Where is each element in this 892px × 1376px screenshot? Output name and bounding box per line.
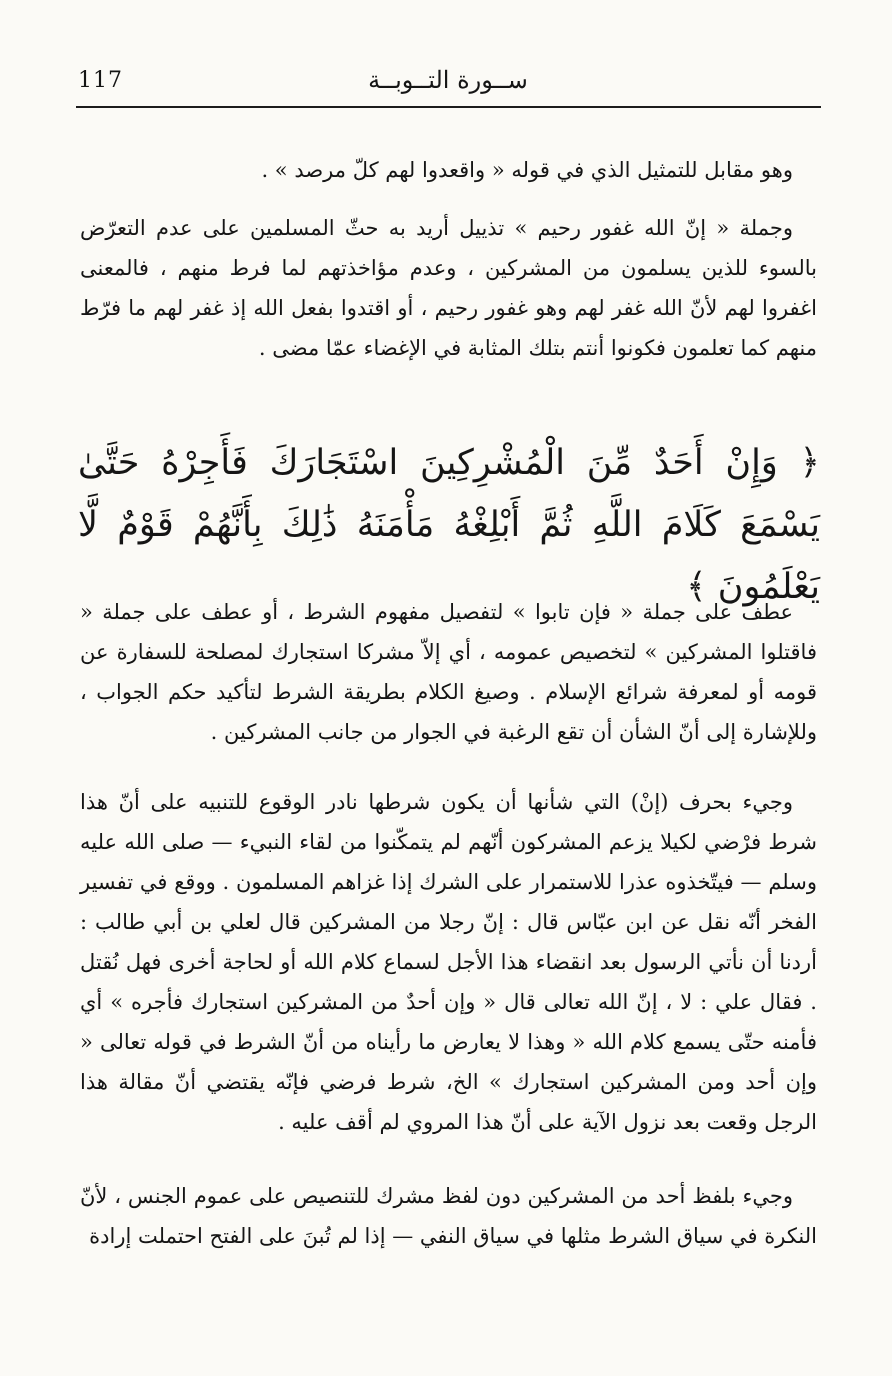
running-title: ســورة التــوبــة [368, 66, 528, 94]
paragraph-1 [80, 150, 817, 190]
paragraph-5 [80, 1176, 817, 1256]
paragraph-2 [80, 208, 817, 368]
page-header [74, 62, 822, 102]
paragraph-text: وجيء بحرف (إنْ) التي شأنها أن يكون شرطها نادر الوقوع للتنبيه على أنّ هذا شرط فرْضي لكيلا يزعم المشركون أنّهم لم يتمكّنوا من لقاء النبيء — صلى الله عليه وسلم — فيتّخذوه عذرا للاستمرار على الشرك إذا غزاهم المسلمون . ووقع في تفسير الفخر أنّه نقل عن ابن عبّاس قال : إنّ رجلا من المشركين قال لعلي بن أبي طالب : أردنا أن نأتي الرسول بعد انقضاء هذا الأجل لسماع كلام الله أو لحاجة أخرى فهل نُقتل . فقال علي : لا ، إنّ الله تعالى قال « وإن أحدٌ من المشركين استجارك فأجره » أي فأمنه حتّى يسمع كلام الله « وهذا لا يعارض ما رأيناه من أنّ الشرط في قوله تعالى « وإن أحد ومن المشركين استجارك » الخ، شرط فرضي فإنّه يقتضي أنّ مقالة هذا الرجل وقعت بعد نزول الآية على أنّ هذا المروي لم أقف عليه . [80, 790, 817, 1134]
paragraph-text: وهو مقابل للتمثيل الذي في قوله « واقعدوا لهم كلّ مرصد » . [261, 158, 793, 182]
paragraph-text: عطف على جملة « فإن تابوا » لتفصيل مفهوم الشرط ، أو عطف على جملة « فاقتلوا المشركين » لتخصيص عمومه ، أي إلاّ مشركا استجارك لمصلحة للسفارة عن قومه أو لمعرفة شرائع الإسلام . وصيغ الكلام بطريقة الشرط لتأكيد حكم الجواب ، وللإشارة إلى أنّ الشأن أن تقع الرغبة في الجوار من جانب المشركين . [80, 600, 817, 744]
paragraph-4 [80, 782, 817, 1142]
paragraph-3 [80, 592, 817, 752]
page-number: 117 [78, 68, 123, 93]
paragraph-text: وجيء بلفظ أحد من المشركين دون لفظ مشرك للتنصيص على عموم الجنس ، لأنّ النكرة في سياق الشرط مثلها في سياق النفي — إذا لم تُبنَ على الفتح احتملت إرادة [80, 1184, 817, 1248]
paragraph-text: وجملة « إنّ الله غفور رحيم » تذييل أريد به حثّ المسلمين على عدم التعرّض بالسوء للذين يسلمون من المشركين ، وعدم مؤاخذتهم لما فرط منهم ، فالمعنى اغفروا لهم لأنّ الله غفر لهم وهو غفور رحيم ، أو اقتدوا بفعل الله إذ غفر لهم ما فرّط منهم كما تعلمون فكونوا أنتم بتلك المثابة في الإغضاء عمّا مضى . [80, 216, 817, 360]
header-rule [76, 106, 821, 108]
quran-verse: ﴿ وَإِنْ أَحَدٌ مِّنَ الْمُشْرِكِينَ اسْتَجَارَكَ فَأَجِرْهُ حَتَّىٰ يَسْمَعَ كَلَامَ اللَّهِ ثُمَّ أَبْلِغْهُ مَأْمَنَهُ ذَٰلِكَ بِأَنَّهُمْ قَوْمٌ لَّا يَعْلَمُونَ ﴾ [78, 443, 820, 607]
